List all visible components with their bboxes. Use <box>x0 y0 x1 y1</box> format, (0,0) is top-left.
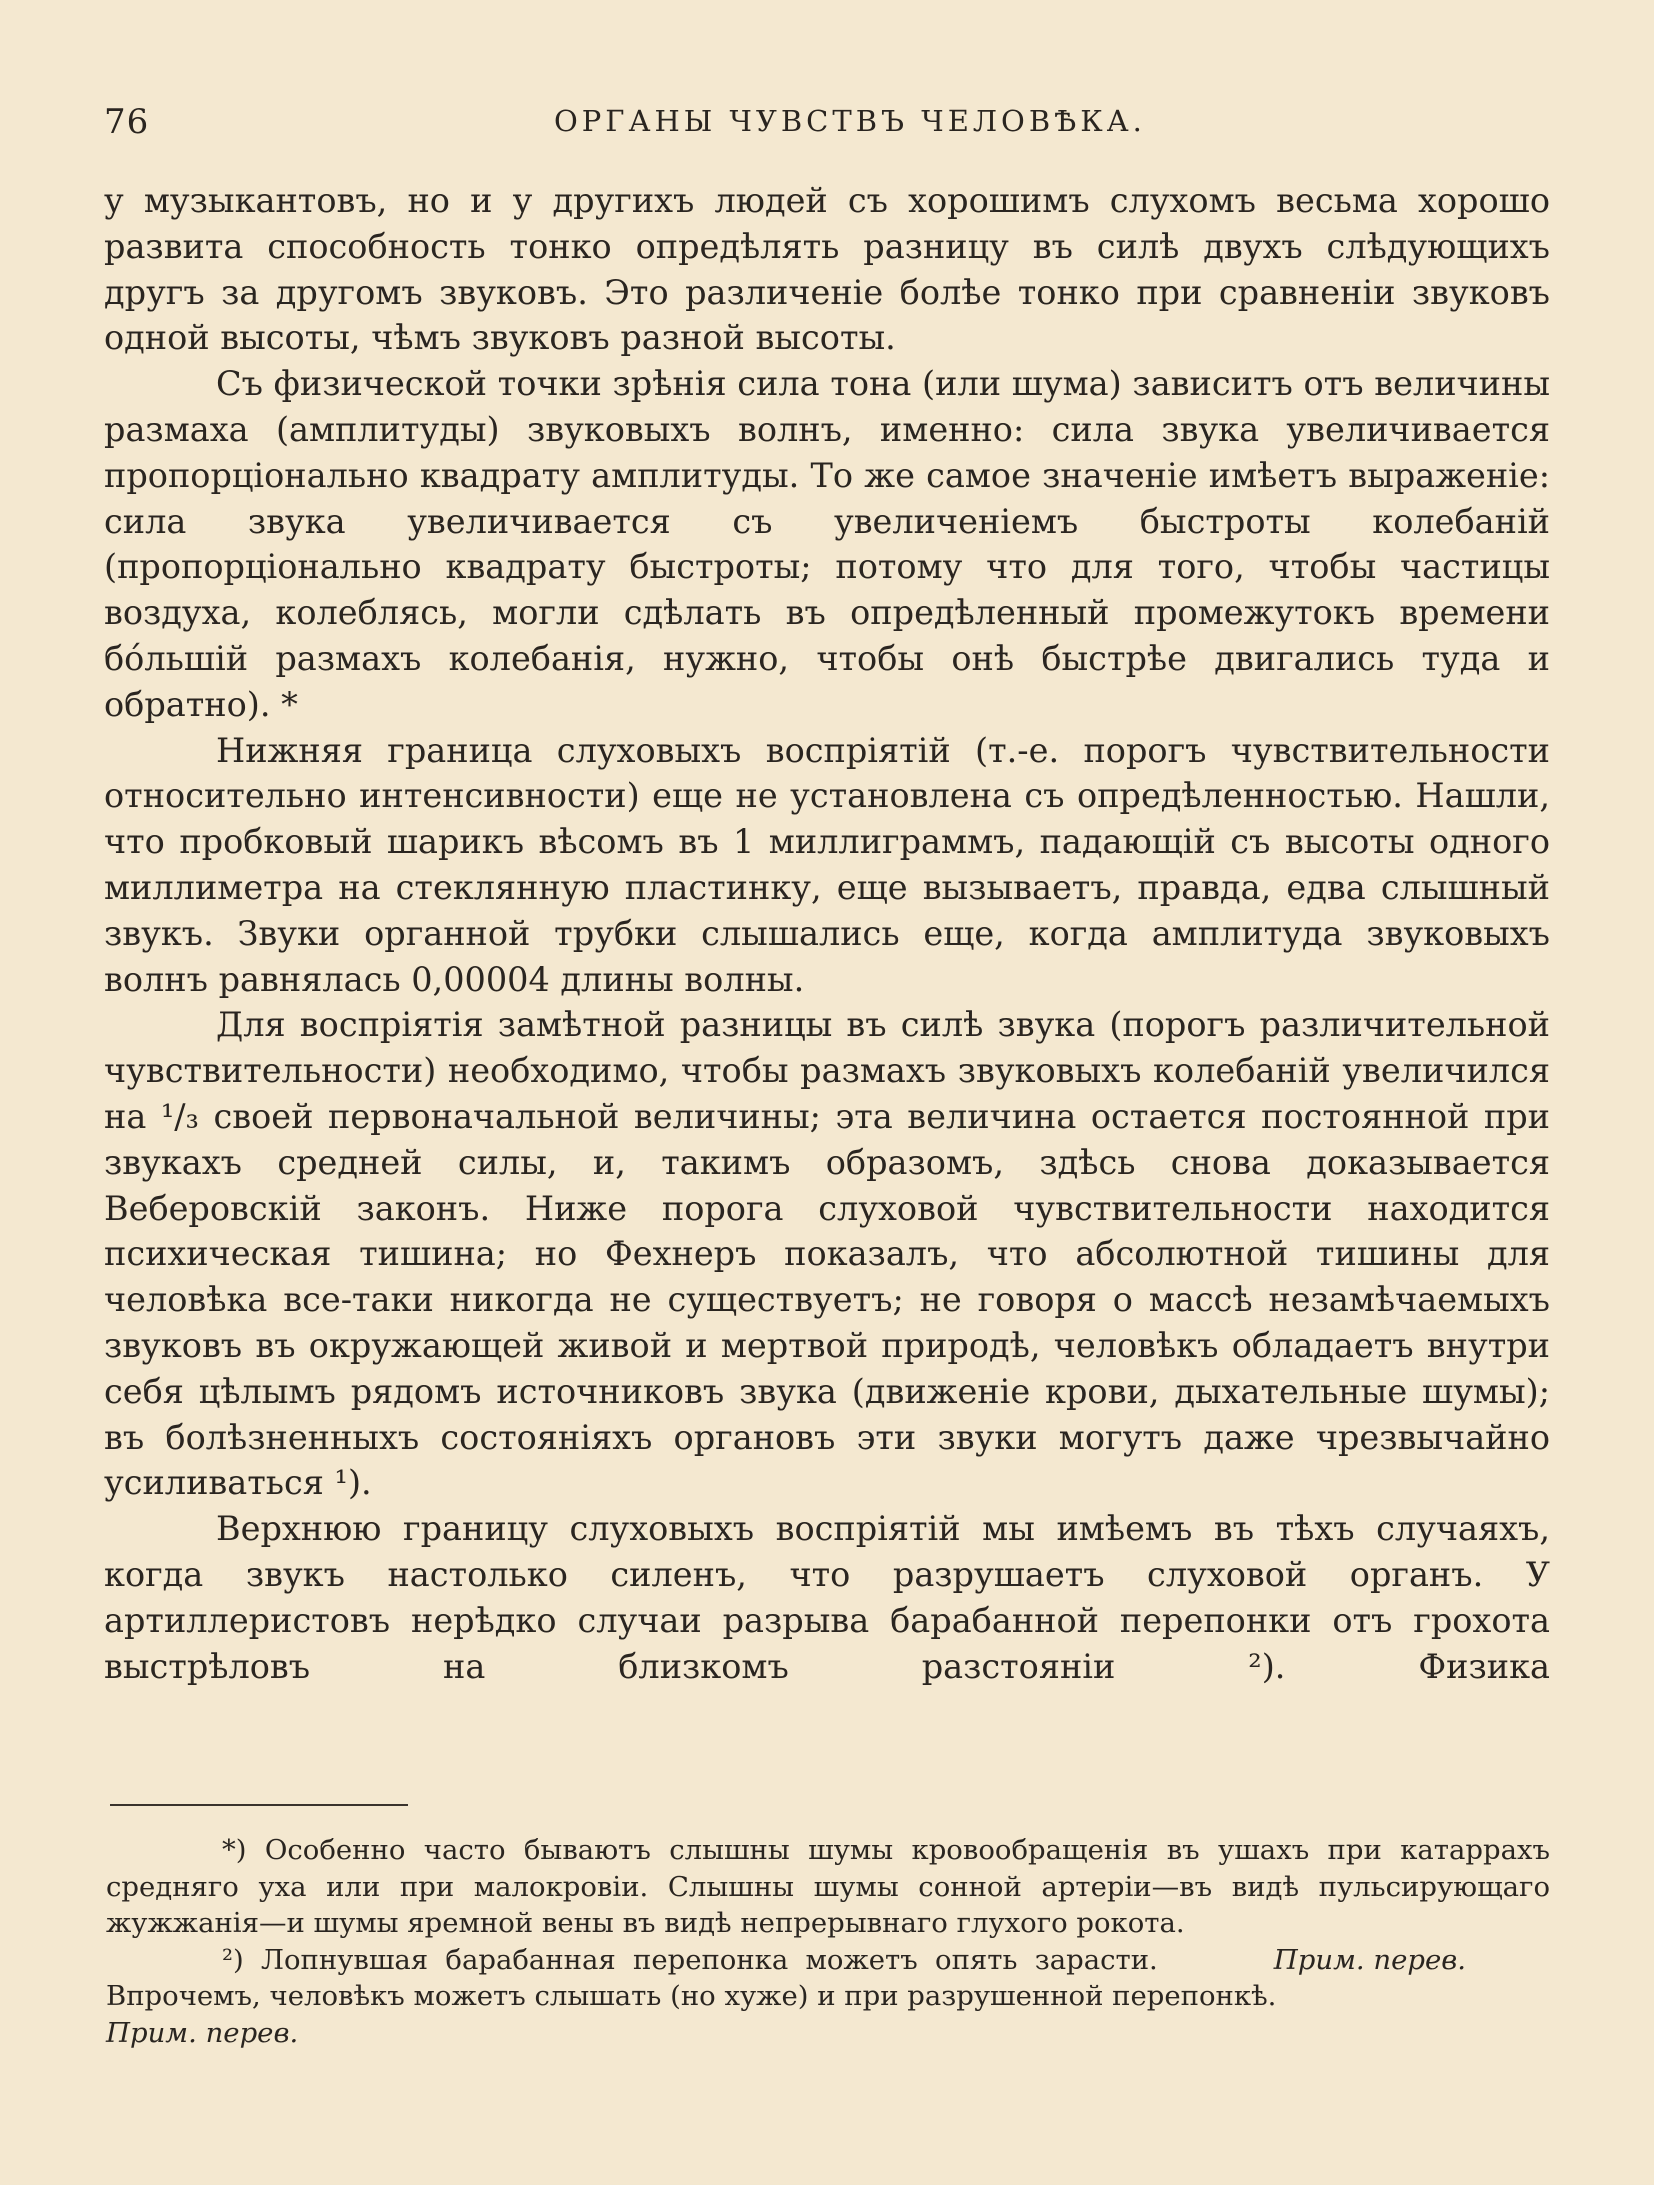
page-number: 76 <box>104 102 150 142</box>
footnote-1-text: *) Особенно часто бываютъ слышны шумы кровообращенія въ ушахъ при катаррахъ средняго уха или при малокровіи. Слышны шумы сонной артеріи—въ видѣ пульсирующаго жужжанія—и шумы яремной вены въ видѣ непрерывнаго глухого рокота. <box>106 1834 1550 1939</box>
footnote-1-signature: Прим. перев. <box>1273 1943 1466 1976</box>
paragraph-5: Верхнюю границу слуховыхъ воспріятій мы имѣемъ въ тѣхъ случаяхъ, когда звукъ настолько силенъ, что разрушаетъ слуховой органъ. У артиллеристовъ нерѣдко случаи разрыва барабанной перепонки отъ грохота выстрѣловъ на близкомъ разстояніи ²). Физика <box>104 1509 1550 1686</box>
main-text <box>104 178 1550 1689</box>
page-header <box>104 102 1550 152</box>
running-title: ОРГАНЫ ЧУВСТВЪ ЧЕЛОВѢКА. <box>554 104 1146 138</box>
paragraph-1: у музыкантовъ, но и у другихъ людей съ хорошимъ слухомъ весьма хорошо развита способность тонко опредѣлять разницу въ силѣ двухъ слѣдующихъ другъ за другомъ звуковъ. Это различеніе болѣе тонко при сравненіи звуковъ одной высоты, чѣмъ звуковъ разной высоты. <box>104 181 1550 358</box>
footnote-2-signature: Прим. перев. <box>106 2016 299 2049</box>
footnote-divider <box>110 1804 408 1806</box>
paragraph-3: Нижняя граница слуховыхъ воспріятій (т.-е. порогъ чувствительности относительно интенсивности) еще не установлена съ опредѣленностью. Нашли, что пробковый шарикъ вѣсомъ въ 1 миллиграммъ, падающій съ высоты одного миллиметра на стеклянную пластинку, еще вызываетъ, правда, едва слышный звукъ. Звуки органной трубки слышались еще, когда амплитуда звуковыхъ волнъ равнялась 0,00004 длины волны. <box>104 730 1550 999</box>
footnotes <box>106 1832 1550 2051</box>
footnote-2-text: ²) Лопнувшая барабанная перепонка можетъ опять зарасти. Впрочемъ, человѣкъ можетъ слышать (но хуже) и при разрушенной перепонкѣ. <box>106 1943 1277 2012</box>
paragraph-2: Съ физической точки зрѣнія сила тона (или шума) зависитъ отъ величины размаха (амплитуды) звуковыхъ волнъ, именно: сила звука увеличивается пропорціонально квадрату амплитуды. То же самое значеніе имѣетъ выраженіе: сила звука увеличивается съ увеличеніемъ быстроты колебаній (пропорціонально квадрату быстроты; потому что для того, чтобы частицы воздуха, колеблясь, могли сдѣлать въ опредѣленный промежутокъ времени бо́льшій размахъ колебанія, нужно, чтобы онѣ быстрѣе двигались туда и обратно). * <box>104 364 1550 724</box>
footnote-1 <box>106 1832 1550 1976</box>
paragraph-4: Для воспріятія замѣтной разницы въ силѣ звука (порогъ различительной чувствительности) необходимо, чтобы размахъ звуковыхъ колебаній увеличился на ¹/₃ своей первоначальной величины; эта величина остается постоянной при звукахъ средней силы, и, такимъ образомъ, здѣсь снова доказывается Веберовскій законъ. Ниже порога слуховой чувствительности находится психическая тишина; но Фехнеръ показалъ, что абсолютной тишины для человѣка все-таки никогда не существуетъ; не говоря о массѣ незамѣчаемыхъ звуковъ въ окружающей живой и мертвой природѣ, человѣкъ обладаетъ внутри себя цѣлымъ рядомъ источниковъ звука (движеніе крови, дыхательные шумы); въ болѣзненныхъ состояніяхъ органовъ эти звуки могутъ даже чрезвычайно усиливаться ¹). <box>104 1005 1550 1503</box>
